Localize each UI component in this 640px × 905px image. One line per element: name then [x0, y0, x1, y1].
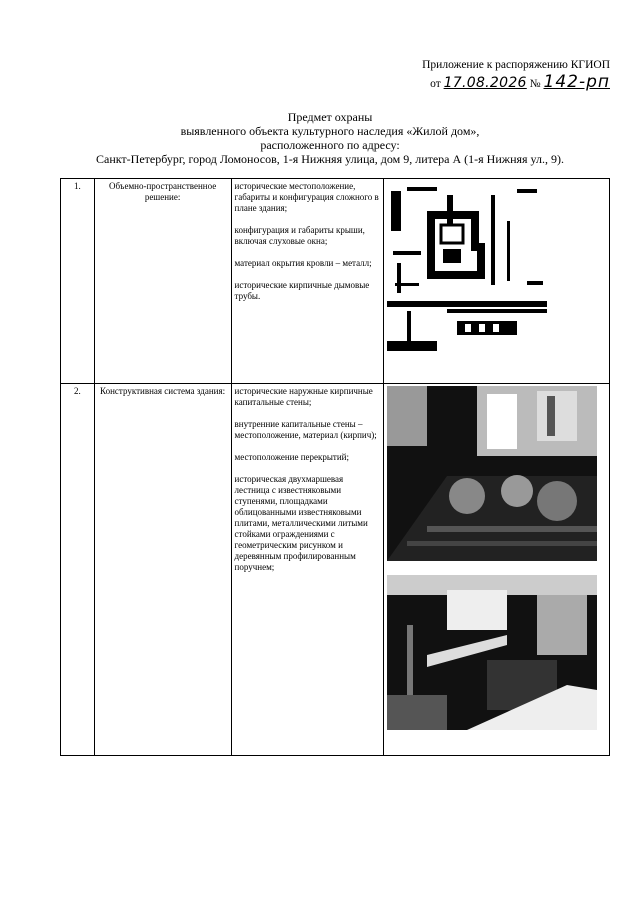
row-element: Объемно-пространственное решение: — [94, 179, 231, 384]
title-line-2: выявленного объекта культурного наследия «Жилой дом», — [180, 124, 480, 138]
list-item: исторические местоположение, габариты и конфигурация сложного в плане здания; — [234, 181, 379, 213]
list-item: исторические наружные кирпичные капитальные стены; — [234, 386, 373, 407]
annex-date-line — [300, 72, 610, 92]
annex-title: Приложение к распоряжению КГИОП — [422, 59, 610, 71]
list-item: материал окрытия кровли – металл; — [234, 258, 372, 268]
row-illustration — [383, 179, 609, 384]
row-number: 2. — [61, 384, 95, 756]
from-label: от — [430, 78, 441, 90]
staircase-photo-1 — [387, 386, 597, 561]
row-number: 1. — [61, 179, 95, 384]
row-illustration — [383, 384, 609, 756]
row-element: Конструктивная система здания: — [94, 384, 231, 756]
handwritten-number: 142-рп — [543, 72, 610, 92]
title-line-4: Санкт-Петербург, город Ломоносов, 1-я Нижняя улица, дом 9, литера А (1-я Нижняя ул., 9). — [96, 152, 564, 166]
table-row — [61, 179, 610, 384]
staircase-photo-2 — [387, 575, 597, 730]
row-description — [231, 384, 383, 756]
title-line-3: расположенного по адресу: — [260, 138, 400, 152]
protection-subject-table — [60, 178, 610, 756]
list-item: местоположение перекрытий; — [234, 452, 349, 462]
row-description — [231, 179, 383, 384]
list-item: конфигурация и габариты крыши, включая слуховые окна; — [234, 225, 365, 246]
handwritten-date: 17.08.2026 — [443, 75, 527, 91]
table-row — [61, 384, 610, 756]
document-title — [40, 110, 620, 166]
title-line-1: Предмет охраны — [287, 110, 373, 124]
list-item: исторические кирпичные дымовые трубы. — [234, 280, 370, 301]
annex-header — [300, 58, 610, 91]
number-label: № — [529, 78, 541, 90]
site-plan-image — [387, 181, 547, 356]
list-item: внутренние капитальные стены – местоположение, материал (кирпич); — [234, 419, 377, 440]
list-item: историческая двухмаршевая лестница с известняковыми ступенями, площадками облицованными известняковыми плитами, металлическими литыми стойками ограждениями с геометрическим рисунком и деревянным профилированным поручнем; — [234, 474, 368, 572]
